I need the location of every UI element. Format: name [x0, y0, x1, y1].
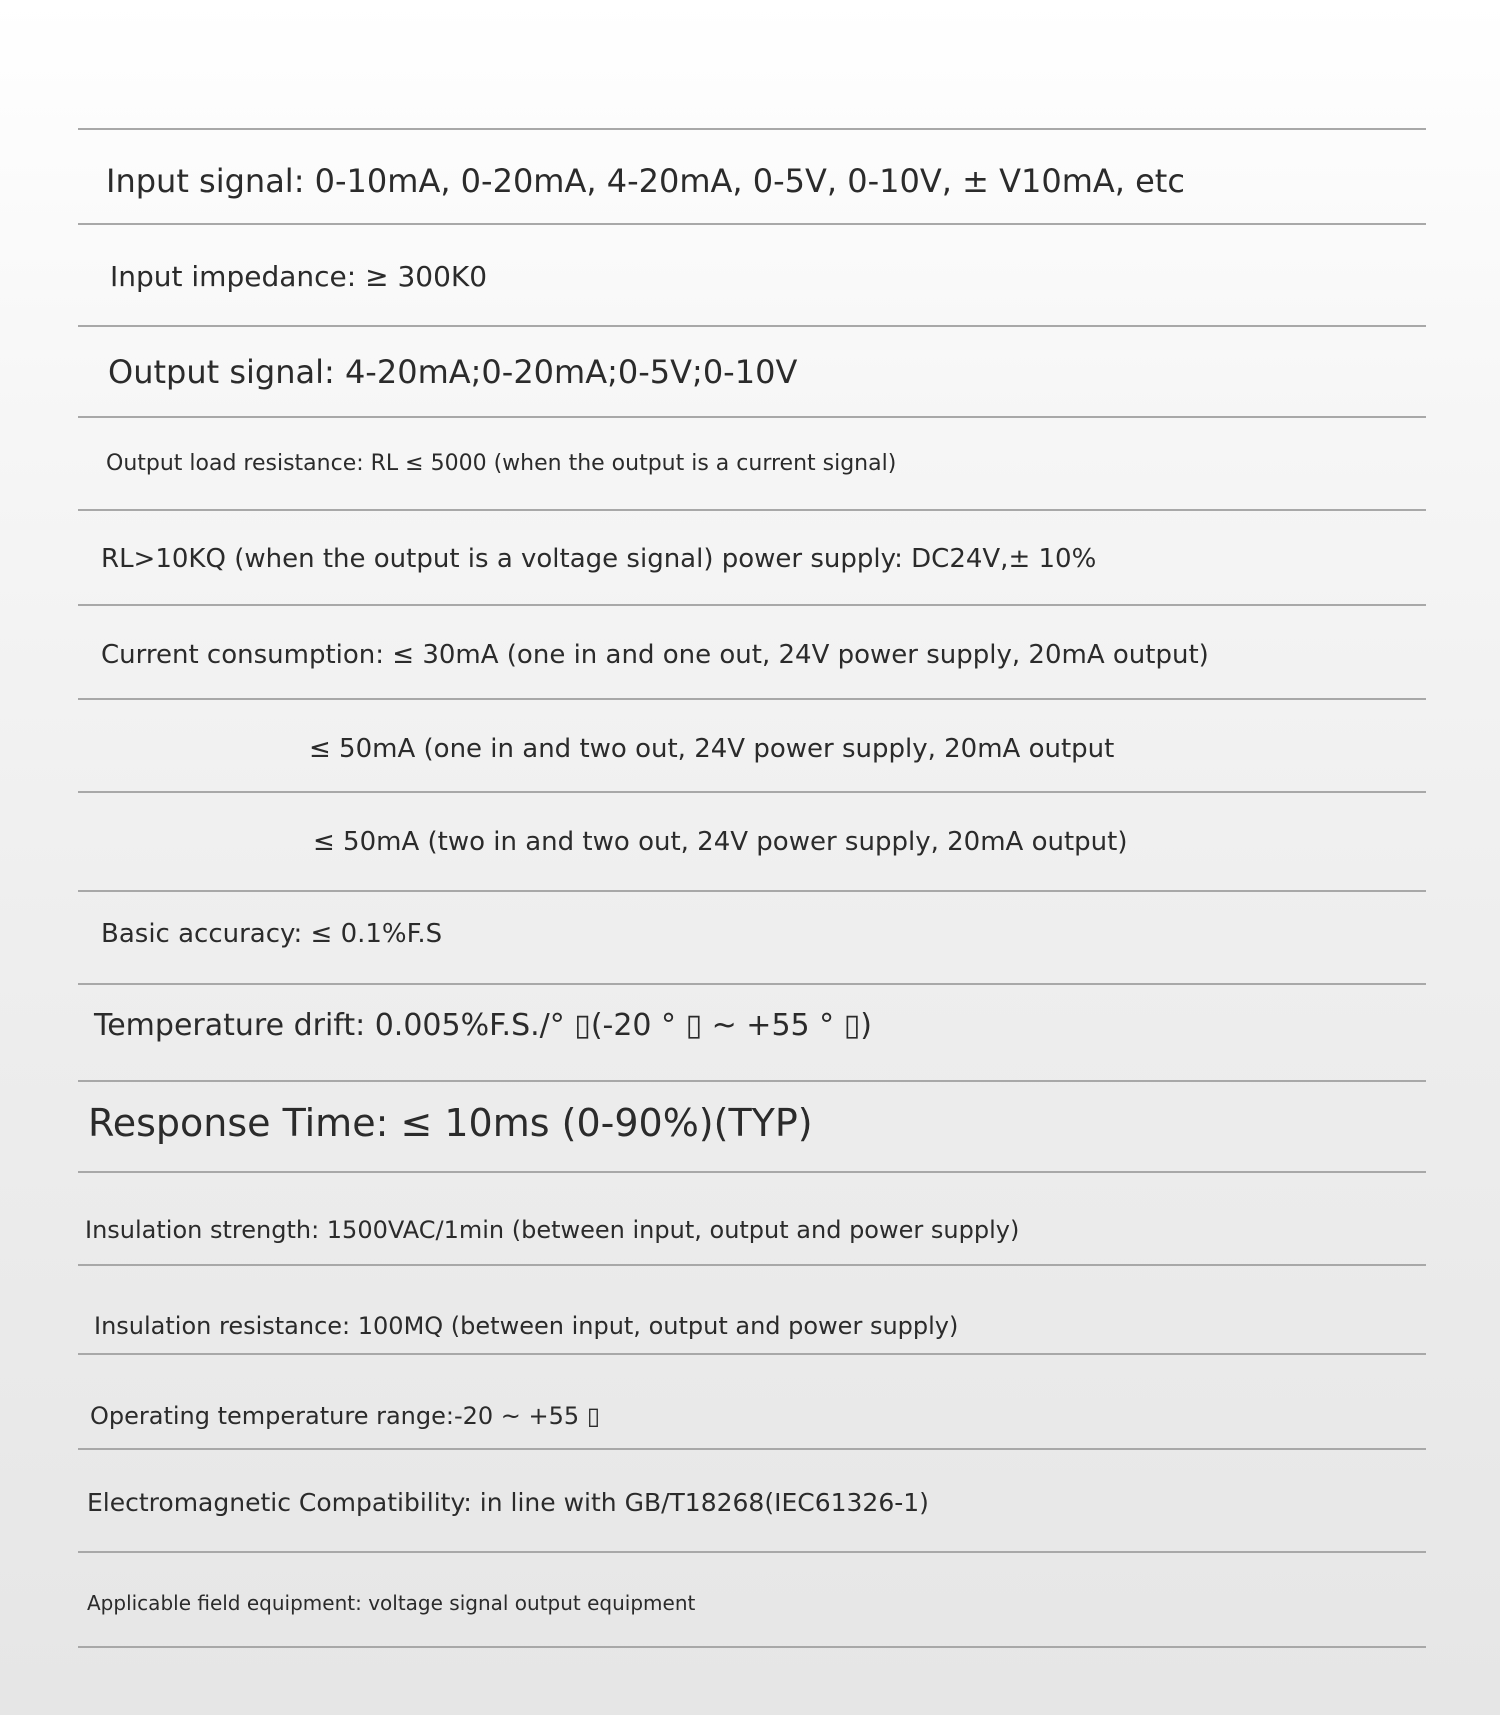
divider [78, 1646, 1426, 1648]
divider [78, 1353, 1426, 1355]
divider [78, 1171, 1426, 1173]
spec-output-load-resistance: Output load resistance: RL ≤ 5000 (when the output is a current signal) [106, 451, 897, 476]
divider [78, 604, 1426, 606]
divider [78, 509, 1426, 511]
divider [78, 325, 1426, 327]
divider [78, 1551, 1426, 1553]
divider [78, 983, 1426, 985]
divider [78, 223, 1426, 225]
spec-current-consumption: Current consumption: ≤ 30mA (one in and one out, 24V power supply, 20mA output) [101, 640, 1209, 670]
spec-output-signal: Output signal: 4-20mA;0-20mA;0-5V;0-10V [108, 353, 798, 391]
divider [78, 890, 1426, 892]
divider [78, 1448, 1426, 1450]
spec-electromagnetic-compatibility: Electromagnetic Compatibility: in line with GB/T18268(IEC61326-1) [87, 1488, 929, 1517]
spec-insulation-resistance: Insulation resistance: 100MQ (between input, output and power supply) [94, 1312, 959, 1340]
spec-current-consumption-two-in-two-out: ≤ 50mA (two in and two out, 24V power supply, 20mA output) [313, 827, 1128, 857]
divider [78, 416, 1426, 418]
spec-power-supply: RL>10KQ (when the output is a voltage signal) power supply: DC24V,± 10% [101, 544, 1097, 574]
divider [78, 1264, 1426, 1266]
spec-input-signal: Input signal: 0-10mA, 0-20mA, 4-20mA, 0-5V, 0-10V, ± V10mA, etc [106, 162, 1185, 200]
spec-basic-accuracy: Basic accuracy: ≤ 0.1%F.S [101, 919, 443, 949]
spec-applicable-field-equipment: Applicable field equipment: voltage signal output equipment [87, 1591, 696, 1615]
spec-sheet [78, 128, 1426, 1648]
spec-input-impedance: Input impedance: ≥ 300K0 [110, 260, 488, 293]
divider [78, 698, 1426, 700]
divider [78, 128, 1426, 130]
spec-temperature-drift: Temperature drift: 0.005%F.S./° ▯(-20 ° ▯ ~ +55 ° ▯) [94, 1008, 872, 1043]
divider [78, 1080, 1426, 1082]
spec-response-time: Response Time: ≤ 10ms (0-90%)(TYP) [88, 1101, 813, 1145]
divider [78, 791, 1426, 793]
spec-operating-temperature: Operating temperature range:-20 ~ +55 ▯ [90, 1402, 601, 1430]
spec-current-consumption-one-in-two-out: ≤ 50mA (one in and two out, 24V power supply, 20mA output [309, 734, 1115, 764]
spec-insulation-strength: Insulation strength: 1500VAC/1min (between input, output and power supply) [85, 1216, 1020, 1244]
